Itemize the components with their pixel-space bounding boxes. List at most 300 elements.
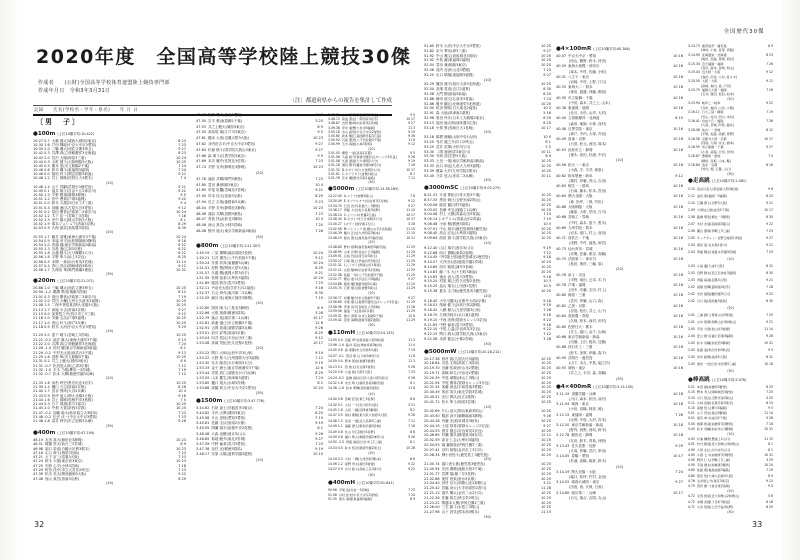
record-date: 9 27 xyxy=(408,295,415,300)
record-date: 10 24 xyxy=(312,250,323,255)
record-mark: 21.43 0.9 xyxy=(33,393,50,398)
record-mark: 10.53 0.9 xyxy=(33,226,50,231)
running-head: 全国歴代30傑 xyxy=(723,29,765,35)
record-athlete: 村尾 雄己(佐久長聖2長野) xyxy=(439,279,481,284)
relay-runners: (大塚, 伊藤, 宮沢, 串田) xyxy=(569,449,607,454)
record-mark: 40.56 xyxy=(556,163,567,168)
record-athlete: 堀 翼篤哉(伊賀白鳳3三重) xyxy=(441,442,483,447)
record-date: 8 20 xyxy=(766,194,773,199)
record-mark: 47.50 xyxy=(196,118,207,123)
record-mark: 2.00 xyxy=(688,327,695,332)
record-date: 7 19 xyxy=(766,110,773,115)
record-date: 11 14 xyxy=(175,259,186,264)
record-athlete: 山口 翔平(西京3山口) xyxy=(439,245,474,250)
record-block xyxy=(196,251,323,396)
record-date: 10 31 xyxy=(764,452,773,457)
record-athlete: 菊地 駿介(東北3宮城) xyxy=(211,436,246,441)
record-athlete: 中京大中京・愛知 xyxy=(568,54,597,58)
record-date: 8 29 xyxy=(178,222,186,227)
record-mark: 1.52.81 xyxy=(196,320,210,325)
record-mark: 14.05 0.6 xyxy=(328,348,343,353)
rank-marker: (20) xyxy=(368,146,375,151)
record-mark: 40.73 xyxy=(556,246,567,251)
record-athlete: 高知尾 翔(江戸川3東京) xyxy=(208,130,246,135)
record-mark: 20.54.93 xyxy=(424,442,440,447)
relay-runners: (平尾, 佐藤, 高橋, 菅野) xyxy=(701,132,735,137)
record-athlete: 原田 怜歩(日本工大駒場2東京) xyxy=(436,115,485,120)
record-athlete: 東京学館新潟・新潟 xyxy=(568,334,600,339)
record-row xyxy=(556,194,683,199)
record-athlete: 近藤 佑哉(松山北2愛媛) xyxy=(441,366,480,371)
rank-marker: (30) xyxy=(483,178,492,183)
rank-marker: (30) xyxy=(368,472,375,477)
record-athlete: 洛北・京都 xyxy=(701,162,718,167)
record-athlete: 内藤 光(岐阜城北3岐阜) xyxy=(441,418,480,423)
record-mark: 47.29 xyxy=(33,468,44,473)
record-athlete: 野内 翔太(東京学館新潟3新潟) xyxy=(208,228,257,233)
record-mark: 3.51.18 xyxy=(328,163,340,168)
record-date: 7 5 xyxy=(768,154,773,159)
record-athlete: 山越 駿斗(大分舞鶴3大分) xyxy=(51,251,93,256)
record-date: 9 19 xyxy=(315,421,323,426)
record-athlete: 森 泰都(市立尼崎3兵庫) xyxy=(344,348,378,353)
record-mark: 21.21 -0.2 xyxy=(33,337,51,342)
record-date: 9 27 xyxy=(408,121,415,126)
record-mark: 3.11.94 xyxy=(556,402,570,407)
record-athlete: 宮澤 翔(篠ノ井3長野) xyxy=(441,471,476,476)
record-date: 7 23 xyxy=(178,450,186,455)
record-date: 7 25 xyxy=(766,313,773,318)
record-athlete: 小田 悠真(上田千曲3長野) xyxy=(696,504,734,509)
record-athlete: 西川 魁星(諫早3長崎) xyxy=(439,265,474,270)
record-athlete: 松本 勇輝(高知農2高知) xyxy=(345,386,380,391)
rank-marker: (10) xyxy=(105,480,114,485)
record-mark: 52.96 xyxy=(424,115,435,120)
record-mark: 47.46 xyxy=(33,476,44,481)
record-athlete: 島田 開世(法政第二3神奈川) xyxy=(51,209,97,214)
record-mark: 3.46.85 xyxy=(196,436,210,441)
record-mark: 21.21.13 xyxy=(424,490,440,495)
record-mark: 20.19.71 xyxy=(424,371,440,375)
record-date: 9 4 xyxy=(180,201,186,206)
record-mark: 13.58.96 xyxy=(328,304,342,309)
records-column-6 xyxy=(688,44,773,518)
record-mark: 10.56 0.5 xyxy=(33,259,50,264)
record-date: 10 3 xyxy=(543,279,551,284)
record-mark: 21.00.74 xyxy=(424,462,440,467)
record-athlete: 関大北陽・大阪 xyxy=(568,194,593,199)
record-date: 10 16 xyxy=(672,137,683,142)
record-athlete: A.マイナ(倉敷2岡山) xyxy=(343,194,373,199)
record-athlete: 岡瀬 翔平(島根中央2島根) xyxy=(211,426,253,431)
record-mark: 14.32 1.6 xyxy=(328,380,343,385)
record-athlete: 井上 瑠唯(佐野日大3栃木) xyxy=(51,176,93,181)
record-mark: 2.02 xyxy=(688,285,695,290)
record-athlete: 前川 紘導(洛南3京都) xyxy=(211,330,246,335)
record-row xyxy=(688,340,773,347)
record-mark: 10.30 2.0 xyxy=(33,147,50,152)
record-date: 5 5 xyxy=(545,144,551,149)
record-mark: 47.74 xyxy=(196,165,207,170)
record-date: 10 24 xyxy=(175,155,186,160)
record-date: 11 4 xyxy=(408,343,415,348)
rank-marker: (30) xyxy=(727,510,734,515)
record-date: 11 29 xyxy=(406,263,415,268)
record-athlete: 東京学館新潟・新潟 xyxy=(571,423,603,428)
record-date: 9 26 xyxy=(408,413,415,418)
record-athlete: 藤ノ木 大(十日町3新潟) xyxy=(439,269,477,274)
record-mark: 21.15 0.0 xyxy=(33,311,50,316)
record-mark: 3.16.84 xyxy=(688,162,700,167)
record-mark: 10.53 1.7 xyxy=(33,234,50,239)
record-mark: 14.49 1.1 xyxy=(328,424,343,429)
record-date: 10 16 xyxy=(672,204,683,209)
record-mark: 10.46 0.6 xyxy=(33,168,50,173)
record-date: 11 8 xyxy=(408,138,415,143)
record-mark: 52.25 xyxy=(424,72,435,77)
record-date: 10 11 xyxy=(540,173,551,178)
record-date: 8 29 xyxy=(178,476,186,481)
record-athlete: 中島 頌陽(津山工3岡山) xyxy=(441,375,480,380)
record-date: 10 25 xyxy=(175,402,186,407)
record-date: 10 25 xyxy=(540,380,551,385)
record-date: 8 22 xyxy=(178,242,186,247)
record-date: 8 29 xyxy=(315,330,323,335)
record-mark: 21.04.40 xyxy=(424,481,440,486)
record-athlete: 山本 羅生(草津東3滋賀) xyxy=(211,375,249,380)
record-date: 11 29 xyxy=(406,249,415,254)
record-row xyxy=(556,64,683,69)
record-athlete: 藤井 亮汰(県岐阜商3岐阜) xyxy=(345,343,383,348)
record-mark: 13.48.99 xyxy=(328,249,342,254)
record-mark: 40.80 xyxy=(556,293,567,298)
record-athlete: 井之上駿太(城西3東京) xyxy=(51,359,89,364)
rank-marker: (20) xyxy=(368,290,375,295)
record-mark: 21.31 -0.7 xyxy=(33,363,51,368)
record-athlete: 豊橋南・愛知 xyxy=(701,154,721,159)
record-mark: 14.50 -2.3 xyxy=(328,440,344,445)
record-athlete: 大塚 丈(山口中央3山口) xyxy=(696,447,731,452)
record-mark: 13.52.77 xyxy=(328,277,342,282)
record-athlete: 土田 一晟(東京学館新潟3新潟) xyxy=(436,159,485,164)
record-mark: 10.45 0.5 xyxy=(33,163,50,168)
record-athlete: 赤堀 孝平(浜松開誠館3静岡) xyxy=(51,238,97,243)
relay-runners: (中田, 森本, 井之上, 山本) xyxy=(569,100,610,105)
record-date: 7 24 xyxy=(543,96,551,101)
record-mark: 9.22.15 xyxy=(424,332,438,337)
record-date: 8 29 xyxy=(315,265,323,270)
record-athlete: 長谷川直人(新潟産大附3新潟) xyxy=(696,187,739,192)
record-mark: 52.50 xyxy=(424,87,435,92)
record-mark: 53.30 xyxy=(424,154,435,159)
record-mark: 13.96 -1.4 xyxy=(328,343,344,348)
record-row xyxy=(424,73,551,78)
record-mark: 5.01 xyxy=(688,416,695,421)
record-mark: 13.52.38 xyxy=(328,272,342,277)
record-date: 11 29 xyxy=(406,286,415,291)
record-date: 8 31 xyxy=(766,264,773,269)
record-mark: 53.33 xyxy=(424,163,435,168)
record-mark: 40.31 xyxy=(556,74,567,79)
record-date: 8 1 xyxy=(410,440,415,445)
record-athlete: 松木 亮太(関西創価3大阪) xyxy=(45,472,87,477)
record-mark: 13.50.27 xyxy=(328,258,342,263)
record-date: 9 21 xyxy=(315,188,323,193)
record-mark: 21.18 0.9 xyxy=(33,324,50,329)
record-row xyxy=(556,345,683,350)
record-mark: 2.02 xyxy=(688,299,695,304)
record-mark: 20.40.49 xyxy=(424,390,440,395)
record-date: 10 25 xyxy=(540,289,551,294)
record-mark: 21.32 -0.7 xyxy=(33,372,51,377)
record-athlete: 川村 一輝(九州学院3熊本) xyxy=(344,456,382,461)
record-date: 10 3 xyxy=(543,106,551,111)
section-header: ●3000mSC (上位10傑平均:9.03.275) xyxy=(424,185,501,192)
record-athlete: 小泉 樹(樹徳3群馬) xyxy=(439,221,470,226)
record-athlete: 須磨学園・兵庫 xyxy=(571,391,596,396)
record-athlete: 関大北陽・大阪 xyxy=(571,469,596,474)
record-date: 10 25 xyxy=(540,361,551,366)
record-date: 10 16 xyxy=(672,126,683,131)
record-mark: 3.14.73 xyxy=(688,44,700,48)
record-mark: 9.12.68 xyxy=(424,250,438,255)
record-date: 7 23 xyxy=(315,176,323,181)
record-row xyxy=(688,333,773,340)
record-date: 10 25 xyxy=(540,207,551,212)
record-athlete: 中島 錬(東福岡2福岡) xyxy=(436,58,471,63)
record-mark: 40.48 xyxy=(556,126,567,131)
record-athlete: 中山 颯文(鳥取城北3鳥取) xyxy=(436,53,478,58)
record-mark: 10.30 1.6 xyxy=(33,143,50,148)
record-athlete: 大野 聖斗(九州国際大付3福岡) xyxy=(211,355,260,360)
record-date: 10 23 xyxy=(312,165,323,170)
record-athlete: 木下 祐一(宮崎工3宮崎) xyxy=(51,213,90,218)
record-athlete: 諏訪 共輝(鳥栖3徳島) xyxy=(208,211,243,216)
section-header: ●1500m (上位10傑平均:3.47.776) xyxy=(196,397,265,404)
record-mark: 3.16.67 xyxy=(688,154,700,159)
record-athlete: 本間 武瑠(十日町3新潟) xyxy=(696,499,731,504)
record-athlete: 久保田 隼(鳴門渦潮2徳島) xyxy=(51,267,93,272)
record-athlete: 野本 考人(岡崎城西3愛知) xyxy=(696,390,734,395)
record-date: 9 27 xyxy=(315,141,323,146)
record-athlete: 佐久長聖・長野 xyxy=(571,443,596,448)
record-date: 8 1 xyxy=(317,426,323,431)
record-mark: 13.54.88 xyxy=(328,281,342,286)
record-date: 10 18 xyxy=(764,362,773,367)
record-athlete: C.ムワンギ(世羅2広島) xyxy=(343,212,377,217)
rank-marker: (30) xyxy=(483,514,492,518)
record-athlete: 高畑 将成(近江2滋賀) xyxy=(436,87,471,92)
record-athlete: 八鍬 脩人(九里学園3山形) xyxy=(439,308,481,313)
rank-marker: (30) xyxy=(255,234,264,239)
record-mark: 46.51 xyxy=(33,442,44,447)
relay-runners: (井之上, 平沢, 森, 高橋) xyxy=(569,371,607,376)
record-mark: 47.53 xyxy=(196,124,207,129)
record-athlete: 湯田 陽平(鎌倉学園3神奈川) xyxy=(341,163,382,168)
record-mark: 9.14.83 xyxy=(424,274,438,279)
record-mark: 14.49 0.8 xyxy=(328,434,343,439)
record-date: 8 12 xyxy=(178,290,186,295)
record-athlete: 中西 洸貴(智辯カレッジ3奈良) xyxy=(439,317,488,322)
record-date: 7 8 xyxy=(410,194,415,199)
record-mark: 21.33 1.6 xyxy=(33,380,50,385)
section-header: ●4×400mR (上位10傑平均:3.13.105) xyxy=(556,383,634,390)
record-athlete: 木村 友哉(高岡商3富山) xyxy=(696,222,731,227)
record-athlete: 細川 陸(東海大翔洋3静岡) xyxy=(211,295,253,300)
record-mark: 21.01 0.3 xyxy=(33,294,50,299)
record-athlete: 岩瀬 駿介(市立船橋3千葉) xyxy=(343,295,381,300)
record-date: 8 9 xyxy=(768,473,773,478)
record-mark: 10.52 1.9 xyxy=(33,222,50,227)
rank-marker: (10) xyxy=(615,464,624,469)
record-athlete: 小島 蓮(大成2大阪) xyxy=(696,264,724,269)
record-date: 7 19 xyxy=(178,367,186,372)
record-date: 10 25 xyxy=(540,197,551,202)
relay-runners: (藤原, 大町, 栄田, 白川) xyxy=(569,210,607,215)
record-block xyxy=(196,113,323,241)
relay-runners: (岩崎, 中村, 上野, 江口) xyxy=(569,80,607,85)
record-athlete: 三浦 碧仁(青森山田3青森) xyxy=(696,313,734,318)
record-athlete: 東海大二・熊本 xyxy=(568,85,593,90)
record-mark: 47.25 xyxy=(33,463,44,468)
record-mark: 52.58 xyxy=(424,91,435,96)
record-athlete: 能島 翼(田村3福島) xyxy=(439,202,470,207)
relay-runners: (野内, 西野, 西垣, 鈴木) xyxy=(569,428,607,433)
record-mark: 13.49.91 xyxy=(328,254,342,259)
record-athlete: 宮崎工・宮崎 xyxy=(568,215,590,220)
record-mark: 9.15.20 xyxy=(424,279,438,284)
record-athlete: 二保中斉悠真(関大北陽3大阪) xyxy=(51,303,99,308)
record-athlete: 近大福岡・福岡 xyxy=(701,61,724,66)
record-athlete: 市立船橋・千葉 xyxy=(568,95,593,100)
record-athlete: 中野 倫希(豊川3愛知) xyxy=(211,441,246,446)
record-date: 10 17 xyxy=(406,117,415,122)
record-date: 10 25 xyxy=(540,495,551,500)
record-mark: 20.52.39 xyxy=(424,438,440,443)
record-athlete: 高山 匠也(大牟田3福岡) xyxy=(439,231,477,236)
record-date: 10 16 xyxy=(672,74,683,79)
record-date: 3 28 xyxy=(543,337,551,342)
record-mark: 4.90 xyxy=(688,458,695,463)
record-athlete: 大嶋 健太(城西大城西2東京) xyxy=(51,139,97,143)
record-athlete: 市立船橋・千葉 xyxy=(701,145,724,150)
record-mark: 47.80 xyxy=(196,182,207,187)
record-mark: 40.38 xyxy=(556,106,567,111)
record-date: 9 22 xyxy=(178,188,186,193)
record-athlete: 高井 時史(市立尼崎3兵庫) xyxy=(51,419,93,424)
record-athlete: 鵜澤 飛羽(築館3宮城) xyxy=(52,290,88,295)
record-athlete: J.ムイガイ(青森山田1青森) xyxy=(343,263,381,268)
record-date: 10 16 xyxy=(672,85,683,90)
record-date: 10 25 xyxy=(540,226,551,231)
record-mark: 20.94 -1.2 xyxy=(33,290,51,295)
record-athlete: 池田 蒼(福岡一3福岡) xyxy=(696,194,728,199)
record-row xyxy=(328,142,415,146)
record-date: 7 5 xyxy=(180,397,186,402)
section-header: ●棒高跳 (上位10傑平均:5.076) xyxy=(688,377,747,384)
record-date: 11 14 xyxy=(764,411,773,416)
record-athlete: 島田 開世(法政第二3神奈川) xyxy=(51,294,97,299)
record-block xyxy=(196,406,323,463)
record-date: 10 25 xyxy=(540,63,551,68)
record-mark: 4.72 xyxy=(688,499,695,504)
record-athlete: 山下 昇嗣(武岡台3鹿児島) xyxy=(51,184,93,189)
record-date: 10 25 xyxy=(540,58,551,63)
record-mark: 9.22.10 xyxy=(424,327,438,332)
record-date: 10 4 xyxy=(178,389,186,394)
record-date: 11 6 xyxy=(408,386,415,391)
record-athlete: 米山 鉄馬(中京大中京2愛知) xyxy=(341,129,382,134)
record-athlete: 近藤 翠月(新潟産大附3新潟) xyxy=(344,337,385,342)
record-athlete: 玉木 両航(小林3宮崎) xyxy=(341,142,372,147)
record-athlete: 岐阜聖徳・岐阜 xyxy=(568,173,593,178)
record-block xyxy=(688,44,773,176)
record-mark: 3.15.94 xyxy=(688,101,700,106)
record-athlete: 末吉 隼人(鹿児島南3鹿児島) xyxy=(344,380,385,385)
record-date: 11 16 xyxy=(406,304,415,309)
record-athlete: 九州学院・熊本 xyxy=(568,225,593,230)
record-mark: 3.51.05 xyxy=(328,150,340,155)
record-date: 11 29 xyxy=(406,258,415,263)
record-athlete: 細谷 建斗(学法石川3福島) xyxy=(343,277,381,282)
record-athlete: 鈴木 悠河(聖望学園2埼玉) xyxy=(344,445,382,450)
record-date: 9 16 xyxy=(315,285,323,290)
record-athlete: 井上 瑠唯(島根中央3島根) xyxy=(51,397,93,402)
record-mark: 2.12 xyxy=(688,194,695,199)
record-row xyxy=(688,347,773,354)
record-athlete: 宮野 隆太(近江兄弟社3滋賀) xyxy=(696,271,737,276)
record-athlete: 藤井 清雅(東海大浦安3千葉) xyxy=(51,234,97,239)
record-row xyxy=(556,273,683,278)
record-mark: 14.40 0.8 xyxy=(328,397,343,402)
record-date: 11 3 xyxy=(408,359,415,364)
record-athlete: 鈴木 大洋(中京大中京3愛知) xyxy=(436,44,481,48)
rank-marker: (10) xyxy=(727,257,734,262)
record-mark: 53.16 xyxy=(424,125,435,130)
record-athlete: 中尾 優希(智辯カレッジ3奈良) xyxy=(441,380,490,385)
record-athlete: 中野 倫希(豊川3愛知) xyxy=(439,322,474,327)
record-athlete: 鶴川 正也(九州学院3熊本) xyxy=(343,231,381,236)
record-athlete: 太田頃之介(東京3東京) xyxy=(696,478,730,483)
record-date: 11 3 xyxy=(408,125,415,130)
record-row xyxy=(688,361,773,368)
record-athlete: 大阪桐蔭・大阪 xyxy=(568,204,593,209)
record-mark: 4.90 xyxy=(688,447,695,452)
record-mark: 3.48.17 xyxy=(196,452,210,457)
rank-marker: (20) xyxy=(255,170,264,175)
relay-runners: (森田, 薬師, 小林, 西村) xyxy=(569,121,607,126)
relay-runners: (北川, 永松, 山岸, 大村) xyxy=(569,111,607,116)
record-mark: 14.42 0.1 xyxy=(328,402,343,407)
record-date: 7 24 xyxy=(178,168,186,173)
record-date: 10 25 xyxy=(540,466,551,471)
record-date: 11 15 xyxy=(406,231,415,236)
record-date: 10 28 xyxy=(406,445,415,450)
record-mark: 1.53.08 xyxy=(196,340,210,345)
record-date: 10 25 xyxy=(540,366,551,371)
record-athlete: 伊藤 陽生(常盤木学園3宮城) xyxy=(696,250,737,255)
record-row xyxy=(688,291,773,298)
relay-runners: (井上, 堀口, 金子, 山崎) xyxy=(569,329,607,334)
record-date: 8 1 xyxy=(545,139,551,144)
record-athlete: 服部 涼平(御殿場南3静岡) xyxy=(441,414,483,419)
record-athlete: 平田 大智(松山北3愛媛) xyxy=(696,327,731,332)
record-mark: 52.91 xyxy=(424,111,435,116)
record-block xyxy=(33,438,186,485)
record-mark: 10.55 1.8 xyxy=(33,251,50,256)
records-column-3 xyxy=(328,113,415,518)
record-date: 3 29 xyxy=(766,458,773,463)
